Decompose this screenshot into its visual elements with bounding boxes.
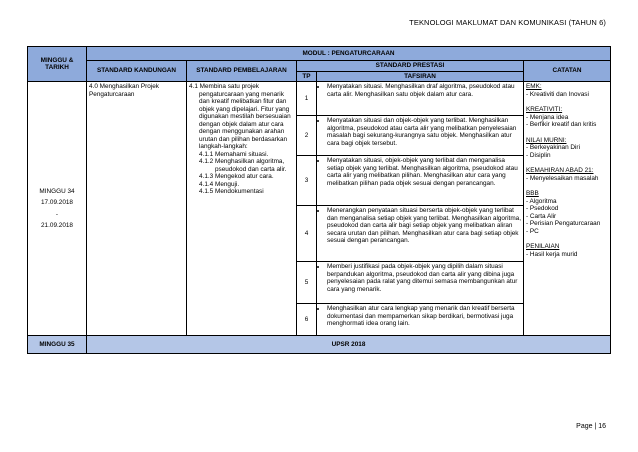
sp-sub-item: 4.1.5 Mendokumentasi [199, 188, 264, 195]
standard-kandungan-text: 4.0 Menghasilkan Projek Pengaturcaraan [89, 83, 159, 98]
tafsiran-cell [317, 156, 524, 206]
kreativiti-item: - Berfikir kreatif dan kritis [526, 121, 597, 128]
bbb-item: - Psedokod [526, 205, 559, 212]
bbb-item: - Perisian Pengaturcaraan [526, 220, 601, 227]
tafsiran-text: • Menyatakan situasi dan objek-objek yang terlibat. Menghasilkan algoritma, pseudokod atau carta alir yang melibatkan penyelesaian masalah bagi sekurang-kurangnya satu objek. Menghasilkan atur cara bagi objek tersebut. [327, 117, 521, 147]
tafsiran-cell [317, 304, 524, 336]
tafsiran-cell [317, 206, 524, 262]
tafsiran-text: • Menerangkan penyataan situasi berserta objek-objek yang terlibat dan menganalisa setiap objek yang terlibat. Menghasilkan algoritma, pseudokod dan carta alir bagi setiap objek yang melibatkan aliran secara urutan dan pilihan. Menghasilkan atur cara bagi setiap objek sesuai dengan perancangan. [327, 207, 521, 245]
sk-header: STANDARD KANDUNGAN [87, 61, 187, 82]
bbb-item: - Carta Alir [526, 212, 557, 220]
week-34-date-start: 17.09.2018 [41, 199, 73, 206]
tafsiran-text: • Menyatakan situasi. Menghasilkan draf algoritma, pseudokod atau carta alir. Menghasilkan satu objek dalam atur cara. [327, 83, 521, 98]
emk-heading: EMK: [526, 83, 542, 90]
tp-header: TP [297, 71, 317, 82]
tp-level: 2 [297, 116, 317, 156]
tafsiran-text: • Menghasilkan atur cara lengkap yang menarik dan kreatif berserta dokumentasi dan mempamerkan sikap berdikari, bermotivasi juga menghormati idea orang lain. [327, 305, 521, 328]
tafsiran-cell [317, 262, 524, 304]
standard-pembelajaran-cell [187, 82, 297, 336]
kemahiran-item: - Menyelesaikan masalah [526, 174, 599, 182]
week-34-date-end: 21.09.2018 [41, 222, 73, 229]
week-34-label: MINGGU 34 [39, 187, 75, 195]
lesson-plan-table [27, 46, 611, 354]
modul-header: MODUL : PENGATURCARAAN [87, 47, 611, 61]
penilaian-item: - Hasil kerja murid [526, 250, 578, 258]
tafsiran-cell [317, 116, 524, 156]
minggu-header: MINGGU & TARIKH [28, 47, 87, 82]
sp-sub-item: 4.1.3 Mengekod atur cara. [199, 173, 274, 180]
catatan-cell [524, 82, 611, 336]
standard-kandungan-cell [87, 82, 187, 336]
nilai-murni-item: - Berkeyakinan Diri [526, 144, 580, 151]
sp-sub-item: 4.1.4 Menguji. [199, 180, 240, 188]
sp-sub-item: 4.1.2 Menghasilkan algoritma, pseudokod dan carta alir. [199, 158, 287, 173]
week-34-separator: - [55, 210, 59, 218]
document-header: TEKNOLOGI MAKLUMAT DAN KOMUNIKASI (TAHUN 6) [409, 18, 606, 27]
kemahiran-heading: KEMAHIRAN ABAD 21: [526, 167, 594, 174]
tafsiran-header: TAFSIRAN [317, 71, 524, 82]
tp-level: 3 [297, 156, 317, 206]
nilai-murni-item: - Disiplin [526, 151, 551, 159]
bbb-heading: BBB [526, 190, 539, 197]
tp-level: 5 [297, 262, 317, 304]
tp-level: 1 [297, 82, 317, 116]
week-35-label: MINGGU 35 [28, 336, 87, 354]
sp-sub-item: 4.1.1 Memahami situasi. [199, 150, 269, 158]
tafsiran-text: • Menyatakan situasi, objek-objek yang terlibat dan menganalisa setiap objek yang terlibat. Menghasilkan algoritma, pseudokod atau carta alir yang melibatkan pilihan. Menghasilkan atur cara yang melibatkan pilihan pada objek sesuai dengan perancangan. [327, 157, 521, 187]
bbb-item: - Algoritma [526, 197, 557, 205]
tafsiran-cell [317, 82, 524, 116]
penilaian-heading: PENILAIAN [526, 243, 560, 250]
sp-header: STANDARD PEMBELAJARAN [187, 61, 297, 82]
tafsiran-text: • Memberi justifikasi pada objek-objek yang dipilih dalam situasi berpandukan algoritma, pseudokod dan carta alir yang dibina juga penyelesaian pada ralat yang ditemui semasa membangunkan atur cara yang menarik. [327, 263, 521, 293]
tp-level: 6 [297, 304, 317, 336]
week-35-upsr: UPSR 2018 [87, 336, 611, 354]
sp-main-text: 4.1 Membina satu projek pengaturcaraan yang menarik dan kreatif melibatkan fitur dan objek yang dipelajari. Fitur yang digunakan mestilah bersesuaian dengan objek dalam atur cara dengan menggunakan arahan urutan dan pilihan berdasarkan langkah-langkah: [189, 83, 291, 150]
nilai-murni-heading: NILAI MURNI: [526, 136, 567, 144]
standard-prestasi-header: STANDARD PRESTASI [297, 61, 524, 72]
bbb-item: - PC [526, 227, 539, 235]
catatan-header: CATATAN [524, 61, 611, 82]
week-34-cell [28, 82, 87, 336]
emk-item: - Kreativiti dan Inovasi [526, 90, 589, 98]
kreativiti-item: - Menjana idea [526, 113, 569, 121]
kreativiti-heading: KREATIVITI: [526, 106, 563, 113]
page-number: Page | 16 [576, 423, 606, 430]
tp-level: 4 [297, 206, 317, 262]
